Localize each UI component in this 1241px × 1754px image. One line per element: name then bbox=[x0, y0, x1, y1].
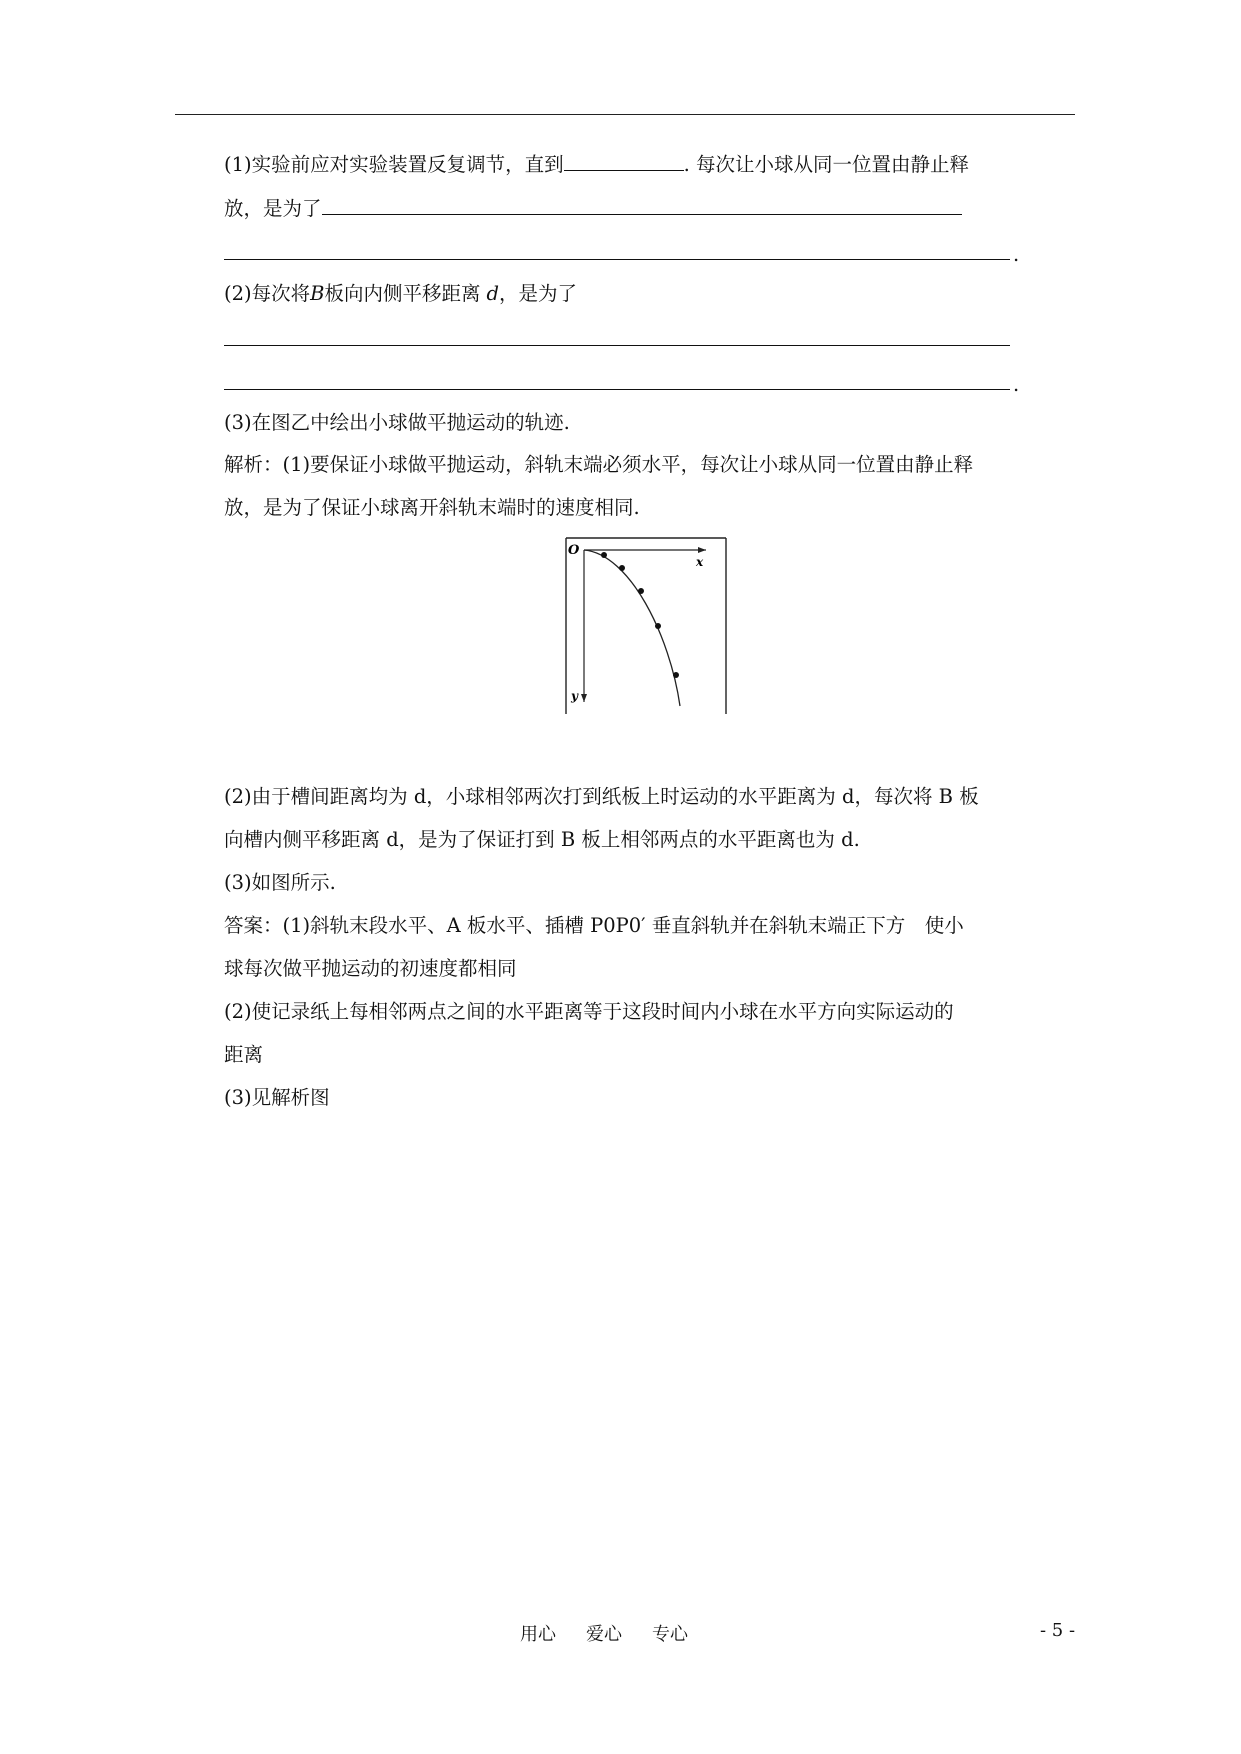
analysis-line-2: 放，是为了保证小球离开斜轨末端时的速度相同. bbox=[224, 496, 640, 519]
answer-line-2: 球每次做平抛运动的初速度都相同 bbox=[224, 957, 517, 980]
answer-blank bbox=[564, 152, 684, 171]
header-rule bbox=[175, 114, 1075, 115]
question-2-text-a: (2)每次将 bbox=[224, 282, 311, 305]
trajectory-point bbox=[655, 623, 661, 629]
y-axis-label: y bbox=[571, 689, 578, 703]
trajectory-point bbox=[638, 588, 644, 594]
answer-line-5: (3)见解析图 bbox=[224, 1086, 330, 1109]
answer-line bbox=[224, 259, 1010, 260]
analysis-line-1: 解析：(1)要保证小球做平抛运动，斜轨末端必须水平，每次让小球从同一位置由静止释 bbox=[224, 453, 974, 476]
footer-motto-3: 专心 bbox=[652, 1624, 688, 1645]
question-3: (3)在图乙中绘出小球做平抛运动的轨迹. bbox=[224, 411, 570, 434]
answer-line bbox=[224, 345, 1010, 346]
end-mark: . bbox=[1013, 243, 1020, 266]
answer-line-1: 答案：(1)斜轨末段水平、A 板水平、插槽 P0P0′ 垂直斜轨并在斜轨末端正下方 使小 bbox=[224, 914, 964, 937]
analysis-line-3: (2)由于槽间距离均为 d，小球相邻两次打到纸板上时运动的水平距离为 d，每次将 B 板 bbox=[224, 785, 979, 808]
trajectory-point bbox=[601, 552, 607, 558]
page-number: - 5 - bbox=[1040, 1620, 1076, 1641]
question-1-line-1 bbox=[224, 152, 969, 178]
variable-d: d bbox=[486, 282, 499, 305]
origin-label: O bbox=[568, 543, 580, 558]
trajectory-curve bbox=[584, 550, 680, 706]
question-1-text-a: (1)实验前应对实验装置反复调节，直到 bbox=[224, 153, 564, 176]
answer-line bbox=[224, 389, 1010, 390]
question-1-text-b: . 每次让小球从同一位置由静止释 bbox=[683, 153, 970, 176]
x-axis-arrow bbox=[698, 547, 706, 553]
footer-motto-2: 爱心 bbox=[586, 1624, 622, 1645]
variable-b: B bbox=[310, 282, 325, 305]
answer-blank bbox=[322, 196, 962, 215]
end-mark: . bbox=[1013, 373, 1020, 396]
footer-motto-1: 用心 bbox=[520, 1624, 556, 1645]
trajectory-figure bbox=[560, 536, 728, 714]
question-1-line-2 bbox=[224, 196, 962, 222]
question-2-text-c: ，是为了 bbox=[498, 282, 577, 305]
x-axis-label: x bbox=[696, 555, 704, 569]
y-axis-arrow bbox=[581, 694, 587, 702]
question-2-line bbox=[224, 281, 577, 307]
analysis-line-5: (3)如图所示. bbox=[224, 871, 336, 894]
question-1-text-c: 放，是为了 bbox=[224, 197, 322, 220]
trajectory-point bbox=[673, 672, 679, 678]
analysis-line-4: 向槽内侧平移距离 d，是为了保证打到 B 板上相邻两点的水平距离也为 d. bbox=[224, 828, 860, 851]
trajectory-point bbox=[619, 565, 625, 571]
answer-line-3: (2)使记录纸上每相邻两点之间的水平距离等于这段时间内小球在水平方向实际运动的 bbox=[224, 1000, 954, 1023]
question-2-text-b: 板向内侧平移距离 bbox=[324, 282, 481, 305]
answer-line-4: 距离 bbox=[224, 1043, 264, 1066]
